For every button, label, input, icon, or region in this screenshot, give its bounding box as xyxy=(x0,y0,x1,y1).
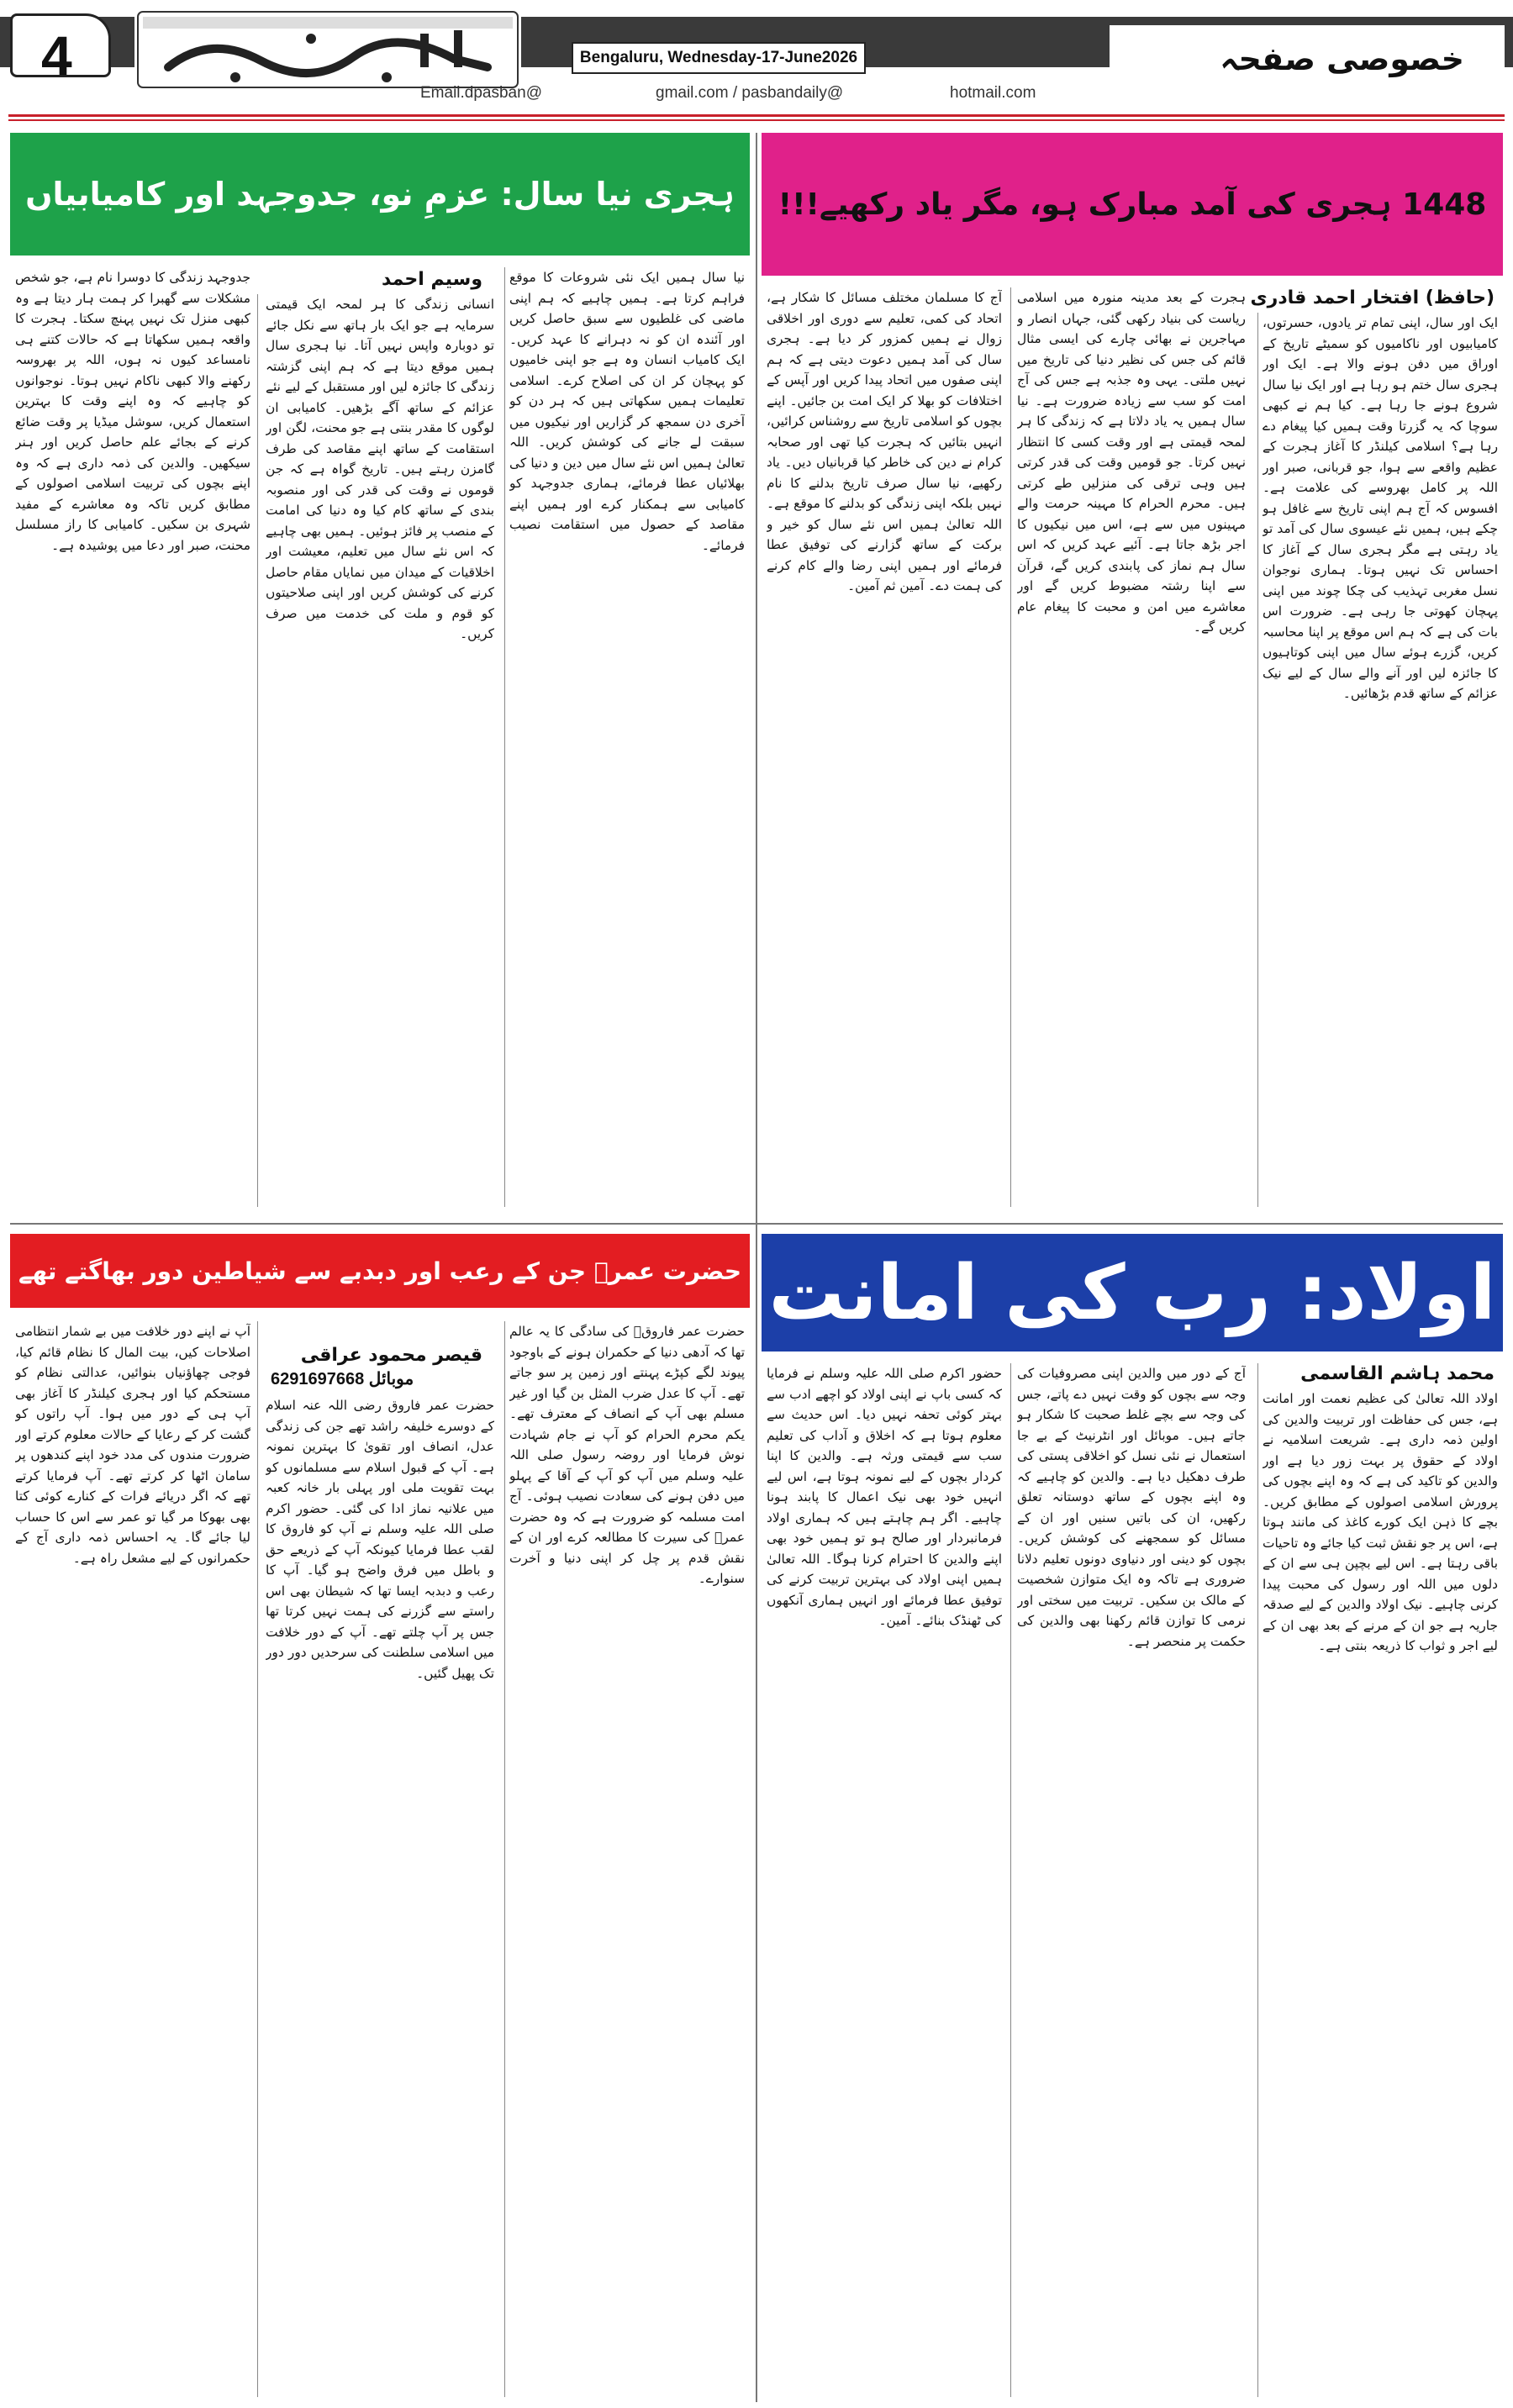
section-title: خصوصی صفحہ xyxy=(1220,40,1464,77)
article-body-column: انسانی زندگی کا ہر لمحہ ایک قیمتی سرمایہ ہے جو ایک بار ہاتھ سے نکل جائے تو دوبارہ واپس نہیں آتا۔ نیا ہجری سال ہمیں موقع دیتا ہے کہ ہم اپنی گزشتہ زندگی کا جائزہ لیں اور مستقبل کے لیے نئے عزائم کے ساتھ آگے بڑھیں۔ کامیابی ان لوگوں کا مقدر بنتی ہے جو محنت، لگن اور استقامت کے ساتھ اپنے مقاصد کی طرف گامزن رہتے ہیں۔ تاریخ گواہ ہے کہ جن قوموں نے وقت کی قدر کی اور منصوبہ بندی کے ساتھ کام کیا وہ دنیا کی امامت کے منصب پر فائز ہوئیں۔ ہمیں بھی چاہیے کہ اس نئے سال میں تعلیم، معیشت اور اخلاقیات کے میدان میں نمایاں مقام حاصل کرنے کی کوشش کریں اور اپنی صلاحیتوں کو قوم و ملت کی خدمت میں صرف کریں۔ xyxy=(266,297,494,641)
article-byline: (حافظ) افتخار احمد قادری xyxy=(1250,287,1495,308)
row-divider xyxy=(10,1223,1503,1225)
article-hijri-new-year xyxy=(762,133,1503,1210)
article-byline: وسیم احمد xyxy=(381,269,482,290)
article-body-column: جدوجہد زندگی کا دوسرا نام ہے، جو شخص مشکلات سے گھبرا کر ہمت ہار دیتا ہے وہ کبھی منزل تک نہیں پہنچ سکتا۔ ہجرت کا واقعہ ہمیں سکھاتا ہے کہ حالات کتنے ہی نامساعد کیوں نہ ہوں، اللہ پر بھروسہ رکھنے والا کبھی ناکام نہیں ہوتا۔ نوجوانوں کو چاہیے کہ وہ اپنے وقت کا بہترین استعمال کریں، سوشل میڈیا پر وقت ضائع کرنے کے بجائے علم حاصل کریں اور ہنر سیکھیں۔ والدین کی ذمہ داری ہے کہ وہ اپنے بچوں کی تربیت اسلامی اصولوں کے مطابق کریں تاکہ وہ معاشرے کے مفید شہری بن سکیں۔ کامیابی کا راز مسلسل محنت، صبر اور دعا میں پوشیدہ ہے۔ xyxy=(15,270,250,553)
article-hijri-resolve xyxy=(10,133,750,1210)
article-body-column: نیا سال ہمیں ایک نئی شروعات کا موقع فراہم کرتا ہے۔ ہمیں چاہیے کہ ہم اپنی ماضی کی غلطیوں سے سبق حاصل کریں اور آئندہ ان کو نہ دہرانے کا عہد کریں۔ ایک کامیاب انسان وہ ہے جو اپنی خامیوں کو پہچان کر ان کی اصلاح کرے۔ اسلامی تعلیمات ہمیں سکھاتی ہیں کہ ہر دن کو آخری دن سمجھ کر گزاریں اور نیکیوں میں سبقت لے جانے کی کوشش کریں۔ اللہ تعالیٰ ہمیں اس نئے سال میں دین و دنیا کی بھلائیاں عطا فرمائے، ہماری جدوجہد کو کامیابی سے ہمکنار کرے اور ہمیں اپنے مقاصد کے حصول میں استقامت نصیب فرمائے۔ xyxy=(509,270,745,553)
column-divider xyxy=(756,133,757,2402)
section-label-box xyxy=(1110,25,1505,101)
article-headline: اولاد: رب کی امانت xyxy=(762,1234,1503,1352)
article-body-column: آپ نے اپنے دور خلافت میں بے شمار انتظامی اصلاحات کیں، بیت المال کا نظام قائم کیا، فوجی چھاؤنیاں بنوائیں، عدالتی نظام کو مستحکم کیا اور ہجری کیلنڈر کا آغاز بھی آپ ہی کے دور میں ہوا۔ آپ راتوں کو گشت کر کے رعایا کے حالات معلوم کرتے اور ضرورت مندوں کی مدد خود اپنے کندھوں پر سامان اٹھا کر کرتے تھے۔ آپ فرمایا کرتے تھے کہ اگر دریائے فرات کے کنارے کوئی کتا بھی بھوکا مر گیا تو عمر سے اس کا حساب لیا جائے گا۔ یہ احساس ذمہ داری آج کے حکمرانوں کے لیے مشعل راہ ہے۔ xyxy=(15,1324,250,1566)
masthead xyxy=(0,0,1513,118)
header-rule xyxy=(8,119,1505,121)
email-part: Email.dpasban@ xyxy=(420,84,542,102)
article-body-column: آج کا مسلمان مختلف مسائل کا شکار ہے، اتحاد کی کمی، تعلیم سے دوری اور اخلاقی زوال نے ہمیں کمزور کر دیا ہے۔ ہجری سال کی آمد ہمیں دعوت دیتی ہے کہ ہم اپنی صفوں میں اتحاد پیدا کریں اور آپس کے اختلافات کو بھلا کر ایک امت بن جائیں۔ اپنے بچوں کو اسلامی تاریخ سے روشناس کرائیں، انہیں بتائیں کہ ہجرت کیا تھی اور صحابہ کرام نے دین کی خاطر کیا قربانیاں دیں۔ یاد رکھیے، نیا سال صرف تاریخ بدلنے کا نام نہیں بلکہ اپنی زندگی کو بدلنے کا موقع ہے۔ اللہ تعالیٰ ہمیں اس نئے سال کو خیر و برکت کے ساتھ گزارنے کی توفیق عطا فرمائے اور ہمیں اپنی رضا والے کام کرنے کی ہمت دے۔ آمین ثم آمین۔ xyxy=(767,290,1002,593)
email-part: hotmail.com xyxy=(950,84,1036,102)
column-rule xyxy=(504,1321,505,2397)
article-children-trust xyxy=(762,1234,1503,2402)
article-body-column: آج کے دور میں والدین اپنی مصروفیات کی وجہ سے بچوں کو وقت نہیں دے پاتے، جس کی وجہ سے بچے غلط صحبت کا شکار ہو جاتے ہیں۔ موبائل اور انٹرنیٹ کے بے جا استعمال نے نئی نسل کو اخلاقی پستی کی طرف دھکیل دیا ہے۔ والدین کو چاہیے کہ وہ اپنے بچوں کے ساتھ دوستانہ تعلق رکھیں، ان کی باتیں سنیں اور ان کے مسائل کو سمجھنے کی کوشش کریں۔ بچوں کو دینی اور دنیاوی دونوں تعلیم دلانا ضروری ہے تاکہ وہ ایک متوازن شخصیت کے مالک بن سکیں۔ تربیت میں سختی اور نرمی کا توازن قائم رکھنا بھی والدین کی حکمت پر منحصر ہے۔ xyxy=(1017,1366,1246,1649)
header-rule xyxy=(8,114,1505,117)
contact-emails xyxy=(336,82,1093,108)
column-rule xyxy=(1257,1363,1258,2397)
column-rule xyxy=(1010,1363,1011,2397)
article-body-column: ایک اور سال، اپنی تمام تر یادوں، حسرتوں، کامیابیوں اور ناکامیوں کو سمیٹے تاریخ کے اوراق میں دفن ہونے والا ہے۔ ایک اور ہجری سال ختم ہو رہا ہے اور ایک نیا سال شروع ہونے جا رہا ہے۔ کیا ہم نے کبھی سوچا کہ یہ گزرتا وقت ہمیں کیا پیغام دے رہا ہے؟ اسلامی کیلنڈر کا آغاز ہجرت کے عظیم واقعے سے ہوا، جو قربانی، صبر اور اللہ پر کامل بھروسے کی علامت ہے۔ افسوس کہ آج ہم اپنی تاریخ سے غافل ہو چکے ہیں، ہمیں نئے عیسوی سال کی آمد تو یاد رہتی ہے مگر ہجری سال کے آغاز کا احساس تک نہیں ہوتا۔ ہماری نوجوان نسل مغربی تہذیب کی چکا چوند میں اپنی پہچان کھوتی جا رہی ہے۔ ضرورت اس بات کی ہے کہ ہم اس موقع پر اپنا محاسبہ کریں، گزرے ہوئے سال میں اپنی کوتاہیوں کا جائزہ لیں اور آنے والے سال کے لیے نیک عزائم کے ساتھ قدم بڑھائیں۔ xyxy=(1263,315,1498,701)
article-body-column: ہجرت کے بعد مدینہ منورہ میں اسلامی ریاست کی بنیاد رکھی گئی، جہاں انصار و مہاجرین نے بھائی چارے کی ایسی مثال قائم کی جس کی نظیر دنیا کی تاریخ میں نہیں ملتی۔ یہی وہ جذبہ ہے جس کی آج امت کو سب سے زیادہ ضرورت ہے۔ نیا سال ہمیں یہ یاد دلاتا ہے کہ زندگی کا ہر لمحہ قیمتی ہے اور وقت کسی کا انتظار نہیں کرتا۔ جو قومیں وقت کی قدر کرتی ہیں وہی ترقی کی منزلیں طے کرتی ہیں۔ محرم الحرام کا مہینہ حرمت والے مہینوں میں سے ہے، اس میں نیکیوں کا اجر بڑھ جاتا ہے۔ آئیے عہد کریں کہ اس سال ہم نماز کی پابندی کریں گے، قرآن سے اپنا رشتہ مضبوط کریں گے اور معاشرے میں امن و محبت کا پیغام عام کریں گے۔ xyxy=(1017,290,1246,635)
column-rule xyxy=(1257,313,1258,1207)
newspaper-logo-mark xyxy=(134,8,521,91)
column-rule xyxy=(257,294,258,1207)
column-rule xyxy=(504,267,505,1207)
article-mobile-number: موبائل 6291697668 xyxy=(271,1370,414,1388)
article-headline: 1448 ہجری کی آمد مبارک ہو، مگر یاد رکھیے!!! xyxy=(762,133,1503,276)
article-body-column: حضرت عمر فاروق رضی اللہ عنہ اسلام کے دوسرے خلیفہ راشد تھے جن کی زندگی عدل، انصاف اور تقویٰ کا بہترین نمونہ ہے۔ آپ کے قبول اسلام سے مسلمانوں کو بہت تقویت ملی اور پہلی بار خانہ کعبہ میں علانیہ نماز ادا کی گئی۔ حضور اکرم صلی اللہ علیہ وسلم نے آپ کو فاروق کا لقب عطا فرمایا کیونکہ آپ کے ذریعے حق و باطل میں فرق واضح ہو گیا۔ آپ کا رعب و دبدبہ ایسا تھا کہ شیطان بھی اس راستے سے گزرنے کی ہمت نہیں کرتا تھا جس پر آپ چلتے تھے۔ آپ کے دور خلافت میں اسلامی سلطنت کی سرحدیں دور دور تک پھیل گئیں۔ xyxy=(266,1398,494,1681)
page-number: 4 xyxy=(41,24,72,87)
page-number-box xyxy=(10,13,111,87)
column-rule xyxy=(257,1321,258,2397)
email-part: gmail.com / pasbandaily@ xyxy=(656,84,844,102)
article-byline: محمد ہاشم القاسمی xyxy=(1300,1363,1495,1384)
article-hazrat-umar xyxy=(10,1234,750,2402)
article-headline: ہجری نیا سال: عزمِ نو، جدوجہد اور کامیابیاں xyxy=(10,133,750,256)
column-rule xyxy=(1010,287,1011,1207)
article-body-column: حضور اکرم صلی اللہ علیہ وسلم نے فرمایا کہ کسی باپ نے اپنی اولاد کو اچھے ادب سے بہتر کوئی تحفہ نہیں دیا۔ اس حدیث سے معلوم ہوتا ہے کہ اخلاق و آداب کی تعلیم سب سے قیمتی ورثہ ہے۔ والدین کا اپنا کردار بچوں کے لیے نمونہ ہوتا ہے، اس لیے انہیں خود بھی نیک اعمال کا پابند ہونا چاہیے۔ اگر ہم چاہتے ہیں کہ ہماری اولاد فرمانبردار اور صالح ہو تو ہمیں خود بھی اپنے والدین کا احترام کرنا ہوگا۔ اللہ تعالیٰ ہمیں اپنی اولاد کی بہترین تربیت کرنے کی توفیق عطا فرمائے اور انہیں ہماری آنکھوں کی ٹھنڈک بنائے۔ آمین۔ xyxy=(767,1366,1002,1628)
article-body-column: حضرت عمر فاروقؓ کی سادگی کا یہ عالم تھا کہ آدھی دنیا کے حکمران ہونے کے باوجود پیوند لگے کپڑے پہنتے اور زمین پر سو جاتے تھے۔ آپ کا عدل ضرب المثل بن گیا اور غیر مسلم بھی آپ کے انصاف کے معترف تھے۔ یکم محرم الحرام کو آپ نے جام شہادت نوش فرمایا اور روضہ رسول صلی اللہ علیہ وسلم میں آپ کو آپ کے آقا کے پہلو میں دفن ہونے کی سعادت نصیب ہوئی۔ آج امت مسلمہ کو ضرورت ہے کہ وہ حضرت عمرؓ کی سیرت کا مطالعہ کرے اور ان کے نقش قدم پر چل کر اپنی دنیا و آخرت سنوارے۔ xyxy=(509,1324,745,1586)
article-byline: قیصر محمود عراقی xyxy=(300,1345,482,1366)
article-headline: حضرت عمرؓ جن کے رعب اور دبدبے سے شیاطین دور بھاگتے تھے xyxy=(10,1234,750,1308)
dateline: Bengaluru, Wednesday-17-June2026 xyxy=(572,42,866,74)
newspaper-logo xyxy=(134,8,521,91)
article-body-column: اولاد اللہ تعالیٰ کی عظیم نعمت اور امانت ہے، جس کی حفاظت اور تربیت والدین کی اولین ذمہ داری ہے۔ شریعت اسلامیہ نے اولاد کے حقوق پر بہت زور دیا ہے اور والدین کو تاکید کی ہے کہ وہ اپنے بچوں کی پرورش اسلامی اصولوں کے مطابق کریں۔ بچے کا ذہن ایک کورے کاغذ کی مانند ہوتا ہے، اس پر جو نقش ثبت کیا جائے وہ تاحیات باقی رہتا ہے۔ اس لیے بچپن ہی سے ان کے دلوں میں اللہ اور رسول کی محبت پیدا کرنی چاہیے۔ نیک اولاد والدین کے لیے صدقہ جاریہ ہے جو ان کے مرنے کے بعد بھی ان کے لیے اجر و ثواب کا ذریعہ بنتی ہے۔ xyxy=(1263,1391,1498,1653)
